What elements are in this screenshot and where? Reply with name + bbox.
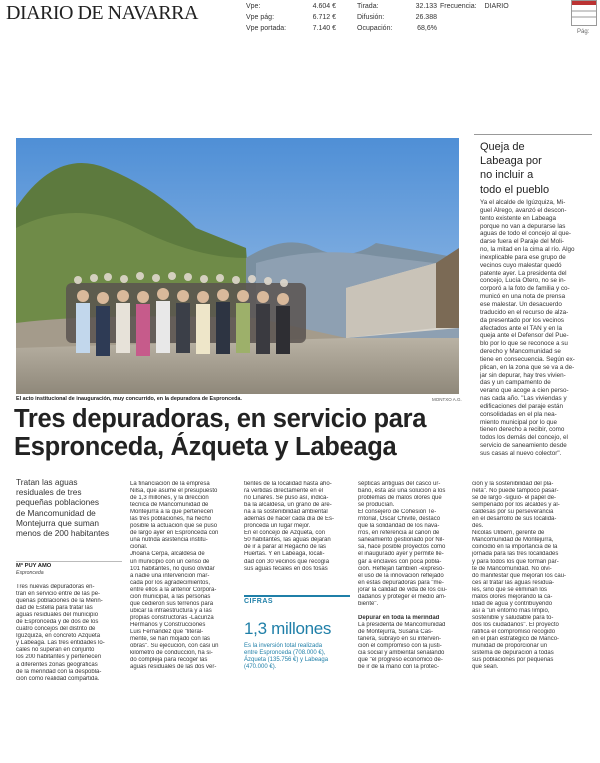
text-line: El consejero de Cohesión Te- — [358, 509, 437, 516]
sidebar-line: miento municipal por lo que — [480, 418, 558, 426]
text-line: rros, en referencia al canon de — [358, 530, 440, 537]
text-line: jornada para las tres localidades — [472, 551, 559, 558]
text-line: En el concejo de Ázqueta, con — [244, 530, 326, 537]
sidebar-line: no, la mitad en la cima al río. Algo — [480, 246, 575, 254]
text-line: ción como realidad compartida. — [16, 675, 100, 682]
headline-line: Espronceda, Ázqueta y Labeaga — [14, 433, 397, 461]
sidebar-line: tienen derecho a recibir, como — [480, 426, 565, 434]
text-line: se producían. — [358, 502, 395, 509]
stat-value: 4.604 € — [312, 3, 336, 10]
stat-label: Vpe: — [246, 3, 261, 10]
sidebar-line: afectados ante el TAN y en la — [480, 324, 563, 332]
sidebar-line: concejo, Lucía Otero, no se in- — [480, 277, 566, 285]
text-line: de Espronceda y de dos de los — [16, 619, 99, 626]
standfirst-line: pequeñas poblaciones — [16, 497, 100, 508]
frequency-label: Frecuencia: — [440, 3, 477, 10]
text-line: ción el compromiso con la justi- — [358, 643, 442, 650]
sidebar-line: traducido en el recurso de alza- — [480, 308, 569, 316]
author-location: Espronceda — [16, 570, 44, 576]
page-thumbnail[interactable] — [571, 0, 597, 26]
standfirst-line: menos de 200 habitantes — [16, 528, 110, 539]
text-line: que sean. — [472, 664, 499, 671]
text-line: entre ellos a la anterior Corpora- — [130, 586, 217, 593]
text-line: ubicar la infraestructura y a las — [130, 607, 212, 614]
article-column-5 — [472, 481, 584, 671]
text-line: aguas residuales de las dos ver- — [130, 664, 217, 671]
sidebar-line: todos los demás del concejo, el — [480, 434, 568, 442]
text-line — [358, 608, 464, 615]
text-line: Igúzquiza, en concreto Ázqueta — [16, 633, 101, 640]
author-name: Mª PUY AMO — [16, 563, 52, 569]
sidebar-line: derecho y Mancomunidad se — [480, 348, 561, 356]
text-line: ces al tratar las aguas residua- — [472, 579, 555, 586]
text-line: y para todos los que forman par- — [472, 558, 559, 565]
standfirst-line: Montejurra que suman — [16, 517, 100, 528]
text-line: munidad de proporcionar un — [472, 643, 548, 650]
text-line: río Linares. Se puso así, indica- — [244, 495, 329, 502]
sidebar-rule — [474, 134, 592, 135]
article-photo — [16, 138, 459, 394]
text-line: dad de Estella para tratar las — [16, 605, 93, 612]
divider — [16, 561, 122, 562]
sidebar-title-line: Labeaga por — [480, 155, 542, 168]
text-line: be ir de la mano con la protec- — [358, 664, 440, 671]
text-line: dó manifestar que mejoran los cau- — [472, 572, 567, 579]
masthead: DIARIO DE NAVARRA — [6, 2, 198, 24]
text-line: el uso de la innovación reflejado — [358, 572, 444, 579]
sidebar-line: jar sin depurar, hay tres vivien- — [480, 371, 566, 379]
text-line: tran en servicio entre de las pe- — [16, 591, 101, 598]
text-line: de largo ayer en Espronceda con — [130, 530, 219, 537]
page-label: Pág: — [577, 29, 590, 35]
text-line: ción municipal, a las personas — [130, 593, 211, 600]
text-line: cales no superan en conjunto — [16, 647, 95, 654]
text-line: Hermanos y Construcciones — [130, 621, 206, 628]
text-line: ción y la sostenibilidad del pla- — [472, 481, 554, 487]
sidebar-line: municó en una nota de prensa — [480, 293, 566, 301]
text-line: los 200 habitantes y pertenecen — [16, 654, 102, 661]
sidebar-line: ese malestar. Un desacuerdo — [480, 300, 562, 308]
text-line: les, sino que se eliminan los — [472, 586, 548, 593]
sidebar-line: queja ante el Defensor del Pue- — [480, 332, 569, 340]
text-line: sépticas antiguas del casco ur- — [358, 481, 441, 487]
frequency — [440, 1, 509, 12]
text-line: rritorial, Óscar Chivite, destacó — [358, 516, 441, 523]
frequency-value: DIARIO — [484, 3, 509, 10]
text-line: problemas de malos olores que — [358, 495, 442, 502]
text-line: Depurar en toda la merindad — [358, 614, 440, 621]
text-line: saneamiento gestionado por Nil- — [358, 537, 445, 544]
text-line: pronceda un lugar mejor. — [244, 523, 311, 530]
sidebar-body — [480, 199, 592, 458]
cifras-line: entre Espronceda (708.000 €), — [244, 650, 326, 657]
standfirst-line: residuales de tres — [16, 487, 82, 498]
sidebar-line: Ya el alcalde de Igúzquiza, Mi- — [480, 199, 566, 206]
photo-illustration — [16, 138, 459, 394]
text-line: posible la actuación que se puso — [130, 523, 218, 530]
text-line: bano, ésta así una solución a los — [358, 488, 446, 495]
sidebar-title-line: todo el pueblo — [480, 183, 550, 196]
cifras-rule — [244, 595, 350, 597]
text-line: queñas poblaciones de la Merin- — [16, 598, 103, 605]
text-line: cuatro concejos del distrito de — [16, 626, 96, 633]
text-line: el inaugurado ayer y permite lle- — [358, 551, 444, 558]
text-line: ratifica el compromiso recogido — [472, 628, 556, 635]
sidebar-line: vecinos cuyo malestar quedó — [480, 261, 562, 269]
text-line: na a la sostenibilidad ambiental — [244, 509, 328, 516]
text-line: ción. Reflejan también -expresó- — [358, 565, 445, 572]
text-line: técnica de Mancomunidad de — [130, 502, 209, 509]
text-line: 101 habitantes, no quiso olvidar — [130, 565, 215, 572]
sidebar-line: patente ayer. La presidenta del — [480, 269, 567, 277]
text-line: kilómetro de conducción, ha si- — [130, 650, 213, 657]
text-line: además de hacer cada día de Es- — [244, 516, 335, 523]
text-line: Tres nuevas depuradoras en- — [16, 584, 95, 590]
text-line: des. — [472, 523, 484, 530]
standfirst — [16, 477, 122, 538]
text-line: gar a enclaves con poca pobla- — [358, 558, 442, 565]
stats-left — [246, 1, 336, 34]
sidebar-line: da presentado por los vecinos — [480, 316, 565, 324]
text-line: sistema de depuración a todas — [472, 650, 554, 657]
sidebar-line: corporó a la foto de familia y co- — [480, 285, 570, 293]
cifras-line: (470.000 €). — [244, 664, 277, 671]
cifras-number: 1,3 millones — [244, 619, 332, 638]
text-line: sus poblaciones por pequeñas — [472, 657, 554, 664]
text-line: dos los ciudadanos". El proyecto — [472, 621, 559, 628]
text-line: caldesas por su perseverancia — [472, 509, 554, 516]
sidebar-line: porque no van a depurarse las — [480, 222, 566, 230]
text-line: las tres poblaciones, ha hecho — [130, 516, 212, 523]
text-line: un municipio con un censo de — [130, 558, 210, 565]
text-line: tientes de la localidad hasta aho- — [244, 481, 332, 487]
text-line: coincidió en la importancia de la — [472, 544, 558, 551]
sidebar-title-line: Queja de — [480, 141, 525, 153]
text-line: sa, hace posible proyectos como — [358, 544, 446, 551]
standfirst-line: de Mancomunidad de — [16, 507, 96, 518]
stat-label: Difusión: — [357, 14, 385, 21]
stat-value: 32.133 — [415, 3, 437, 10]
sidebar-line: plican, en la zona que se va a de- — [480, 363, 575, 371]
stat-value: 68,6% — [417, 25, 437, 32]
article-column-1 — [16, 584, 122, 683]
headline — [14, 405, 464, 461]
sidebar-line: inexplicable para ese grupo de — [480, 253, 566, 261]
text-line: que "el progreso económico de- — [358, 657, 443, 664]
text-line: propias constructoras -Lacunza — [130, 614, 214, 621]
sidebar-line: sus casas al nuevo colector". — [480, 450, 562, 457]
text-line: Mancomunidad de Montejurra, — [472, 537, 554, 544]
sidebar-line: edificaciones del paraje están — [480, 402, 563, 410]
text-line: sus aguas fecales en dos fosas — [244, 565, 328, 572]
text-line: y Labeaga. Las tres entidades lo- — [16, 640, 105, 647]
text-line: Nilsa, que asume el presupuesto — [130, 488, 218, 495]
text-line: a nadie una intervención mar- — [130, 572, 210, 579]
text-line: que cedieron sus terrenos para — [130, 600, 214, 607]
text-line: aguas residuales del municipio — [16, 612, 99, 619]
text-line: malos olores mejorando la ca- — [472, 593, 553, 600]
stat-label: Vpe pág: — [246, 14, 275, 21]
text-line: neta". No puede tampoco pasar- — [472, 488, 559, 495]
text-line: cada por los agradecimientos, — [130, 579, 211, 586]
text-line: mente, se han mojado con las — [130, 636, 211, 643]
article-column-4 — [358, 481, 464, 671]
sidebar-line: guel Álrego, avanzó el descon- — [480, 206, 567, 214]
stat-label: Ocupación: — [357, 25, 393, 32]
text-line: dadanos y proteger el medio am- — [358, 593, 447, 600]
text-line: biente". — [358, 600, 379, 607]
text-line: que la solidaridad de los nava- — [358, 523, 440, 530]
text-line: se de largo -siguió- el papel de- — [472, 495, 557, 502]
text-line: Nicolás Uliberri, gerente de — [472, 530, 545, 537]
text-line: jorar la calidad de vida de los ciu- — [358, 586, 448, 593]
photo-caption: El acto institucional de inauguración, muy concurrido, en la depuradora de Espronceda. — [16, 396, 242, 402]
sidebar-line: darse fuera el Paraje del Moli- — [480, 238, 564, 246]
text-line: do compleja para recoger las — [130, 657, 208, 664]
text-line: 50 habitantes, las aguas dejarán — [244, 537, 331, 544]
text-line: Jhoana Cerpa, alcaldesa de — [130, 551, 205, 558]
standfirst-line: Tratan las aguas — [16, 477, 78, 487]
article-column-3 — [244, 481, 350, 573]
sidebar-line: blo por lo que se reconoce a su — [480, 340, 568, 348]
text-line: a diferentes zonas geográficas — [16, 661, 98, 668]
text-line: La financiación de la empresa — [130, 481, 210, 487]
text-line: sostenible y saludable para to- — [472, 614, 554, 621]
text-line: sempeñado por los alcaldes y al- — [472, 502, 560, 509]
text-line: Huertas. Y en Labeaga, locali- — [244, 551, 325, 558]
text-line: en el plan estratégico de Manco- — [472, 636, 560, 643]
text-line: de 1,3 millones, y la dirección — [130, 495, 209, 502]
text-line: ra vertidas directamente en el — [244, 488, 324, 495]
sidebar-line: tiene en consecuencia. Según ex- — [480, 355, 575, 363]
stat-label: Tirada: — [357, 3, 379, 10]
text-line: obras". Su ejecución, con casi un — [130, 643, 219, 650]
text-line: en el desarrollo de sus localida- — [472, 516, 557, 523]
cifras-text — [244, 643, 350, 671]
text-line: cia social y ambiental señalando — [358, 650, 445, 657]
sidebar-line: das y un campamento de — [480, 379, 551, 387]
text-line: en estas depuradoras para "me- — [358, 579, 444, 586]
text-line: de la merindad con la despobla- — [16, 668, 102, 675]
text-line: de Montejurra, Susana Cas- — [358, 628, 434, 635]
text-line: ba la alcaldesa, un grano de are- — [244, 502, 332, 509]
stat-value: 26.388 — [415, 14, 437, 21]
text-line: Luis Fernández que "literal- — [130, 628, 204, 635]
text-line: así a "un entorno más limpio, — [472, 607, 550, 614]
text-line: de ir a parar al Regacho de las — [244, 544, 327, 551]
sidebar-line: nas cada año. "Las viviendas y — [480, 395, 567, 403]
stat-value: 7.140 € — [312, 25, 336, 32]
text-line: te de Mancomunidad. No olvi- — [472, 565, 552, 572]
article-column-2 — [130, 481, 236, 671]
text-line: una nutrida asistencia institu- — [130, 537, 208, 544]
text-line: tanera, subrayó en su interven- — [358, 635, 442, 642]
cifras-line: Ázqueta (135.756 €) y Labeaga — [244, 657, 329, 664]
sidebar-line: verano que acoge a cien perso- — [480, 387, 569, 395]
sidebar-line: tento existente en Labeaga — [480, 214, 556, 222]
sidebar-title-line: no incluir a — [480, 169, 534, 182]
text-line: Montejurra a la que pertenecen — [130, 509, 214, 516]
headline-line: Tres depuradoras, en servicio para — [14, 405, 427, 433]
stat-label: Vpe portada: — [246, 25, 287, 32]
cifras-line: Es la inversión total realizada — [244, 643, 323, 649]
cifras-label: CIFRAS — [244, 598, 274, 605]
text-line: dad con 30 vecinos que recogía — [244, 558, 330, 565]
sidebar-line: servicio de saneamiento desde — [480, 442, 567, 450]
sidebar-line: aguas de todo el concejo al que- — [480, 230, 572, 238]
sidebar-line: consolidadas en el pla nea- — [480, 410, 557, 418]
photo-credit: MONTXO A.G. — [432, 397, 462, 402]
stat-value: 6.712 € — [312, 14, 336, 21]
text-line: lidad de agua y contribuyendo — [472, 600, 553, 607]
sidebar-title — [480, 140, 590, 197]
text-line: La presidenta de Mancomunidad — [358, 621, 446, 628]
stats-mid — [357, 1, 437, 34]
text-line: cional. — [130, 544, 148, 551]
